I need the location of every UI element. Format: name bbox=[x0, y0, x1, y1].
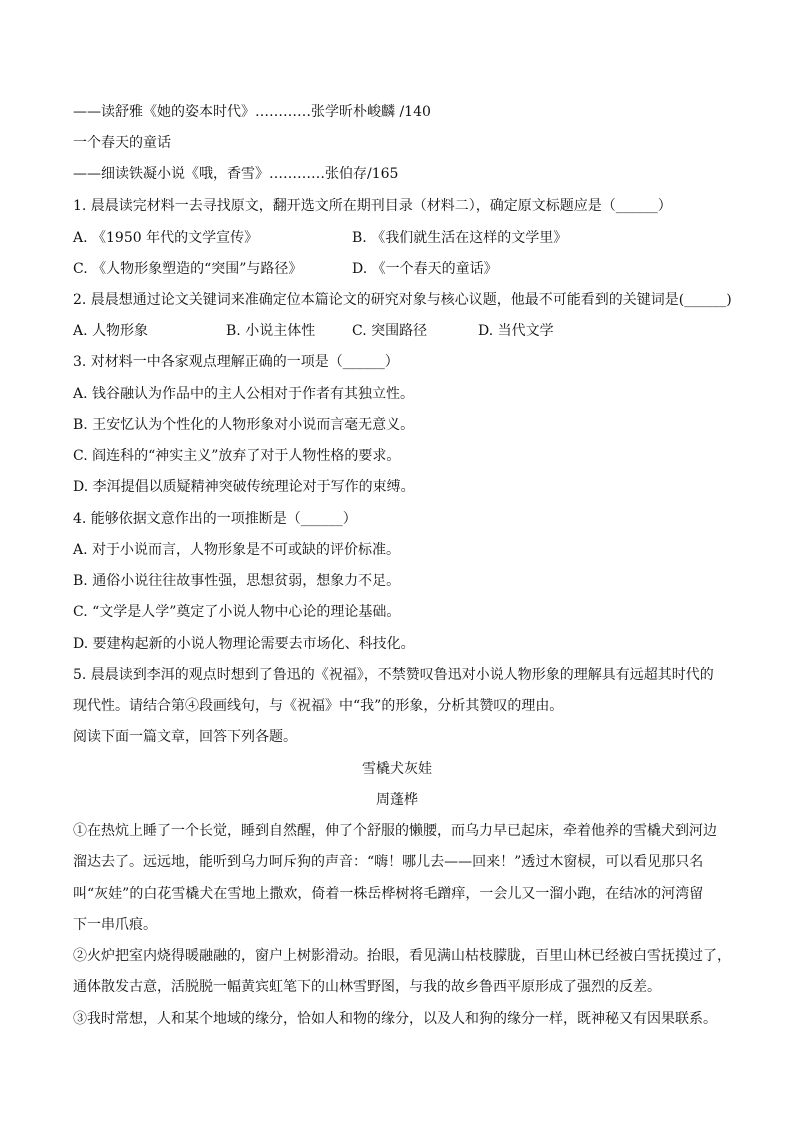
question-2-option-c: C. 突围路径 bbox=[352, 323, 428, 339]
paragraph-2-line-2: 通体散发古意，活脱脱一幅黄宾虹笔下的山林雪野图，与我的故乡鲁西平原形成了强烈的反差。 bbox=[73, 979, 661, 995]
paragraph-1-line-2: 溜达去了。远远地，能听到乌力呵斥狗的声音：“嗨！哪儿去——回来！”透过木窗棂，可以看见那只名 bbox=[73, 854, 704, 870]
toc-entry-2-title: 一个春天的童话 bbox=[73, 135, 171, 151]
question-2-option-d: D. 当代文学 bbox=[478, 323, 554, 339]
question-5-line-1: 5. 晨晨读到李洱的观点时想到了鲁迅的《祝福》，不禁赞叹鲁迅对小说人物形象的理解具有远超其时代的 bbox=[73, 667, 714, 683]
question-4-option-d: D. 要建构起新的小说人物理论需要去市场化、科技化。 bbox=[73, 636, 415, 652]
question-5-line-2: 现代性。请结合第④段画线句，与《祝福》中“我”的形象，分析其赞叹的理由。 bbox=[73, 698, 564, 714]
question-3-option-a: A. 钱谷融认为作品中的主人公相对于作者有其独立性。 bbox=[73, 386, 415, 402]
paragraph-1-line-3: 叫“灰娃”的白花雪橇犬在雪地上撒欢，倚着一株岳桦树将毛蹭痒，一会儿又一溜小跑，在结冰的河湾留 bbox=[73, 886, 704, 902]
question-2-option-b: B. 小说主体性 bbox=[226, 323, 316, 339]
question-2-option-a: A. 人物形象 bbox=[73, 323, 149, 339]
question-2: 2. 晨晨想通过论文关键词来准确定位本篇论文的研究对象与核心议题，他最不可能看到的关键词是(______) bbox=[73, 292, 732, 308]
question-4-option-a: A. 对于小说而言，人物形象是不可或缺的评价标准。 bbox=[73, 542, 401, 558]
paragraph-1-line-1: ①在热炕上睡了一个长觉，睡到自然醒，伸了个舒服的懒腰，而乌力早已起床，牵着他养的雪橇犬到河边 bbox=[73, 823, 717, 839]
toc-entry-2-subtitle: ——细读铁凝小说《哦，香雪》…………张伯存/165 bbox=[73, 166, 399, 182]
question-1-option-d: D. 《一个春天的童话》 bbox=[352, 261, 498, 277]
reading-instruction: 阅读下面一篇文章，回答下列各题。 bbox=[73, 729, 297, 745]
article-title: 雪橇犬灰娃 bbox=[362, 761, 432, 777]
question-3-option-c: C. 阎连科的“神实主义”放弃了对于人物性格的要求。 bbox=[73, 448, 401, 464]
question-1-option-a: A. 《1950 年代的文学宣传》 bbox=[73, 230, 259, 246]
question-4-option-b: B. 通俗小说往往故事性强，思想贫弱，想象力不足。 bbox=[73, 573, 401, 589]
question-4: 4. 能够依据文意作出的一项推断是（______） bbox=[73, 511, 357, 527]
paragraph-3-line-1: ③我时常想，人和某个地域的缘分，恰如人和物的缘分，以及人和狗的缘分一样，既神秘又有因果联系。 bbox=[73, 1011, 717, 1027]
question-1-option-c: C. 《人物形象塑造的“突围”与路径》 bbox=[73, 261, 303, 277]
paragraph-1-line-4: 下一串爪痕。 bbox=[73, 917, 157, 933]
paragraph-2-line-1: ②火炉把室内烧得暖融融的，窗户上树影滑动。抬眼，看见满山枯枝朦胧，百里山林已经被白雪抚摸过了， bbox=[73, 948, 731, 964]
question-1-option-b: B. 《我们就生活在这样的文学里》 bbox=[352, 230, 568, 246]
question-1: 1. 晨晨读完材料一去寻找原文，翻开选文所在期刊目录（材料二），确定原文标题应是（______） bbox=[73, 198, 672, 214]
question-3: 3. 对材料一中各家观点理解正确的一项是（______） bbox=[73, 354, 399, 370]
question-3-option-d: D. 李洱提倡以质疑精神突破传统理论对于写作的束缚。 bbox=[73, 479, 415, 495]
toc-entry-1: ——读舒雅《她的姿本时代》…………张学昕朴峻麟 /140 bbox=[73, 104, 431, 120]
question-3-option-b: B. 王安忆认为个性化的人物形象对小说而言毫无意义。 bbox=[73, 417, 415, 433]
question-4-option-c: C. “文学是人学”奠定了小说人物中心论的理论基础。 bbox=[73, 604, 401, 620]
article-author: 周蓬桦 bbox=[376, 792, 418, 808]
